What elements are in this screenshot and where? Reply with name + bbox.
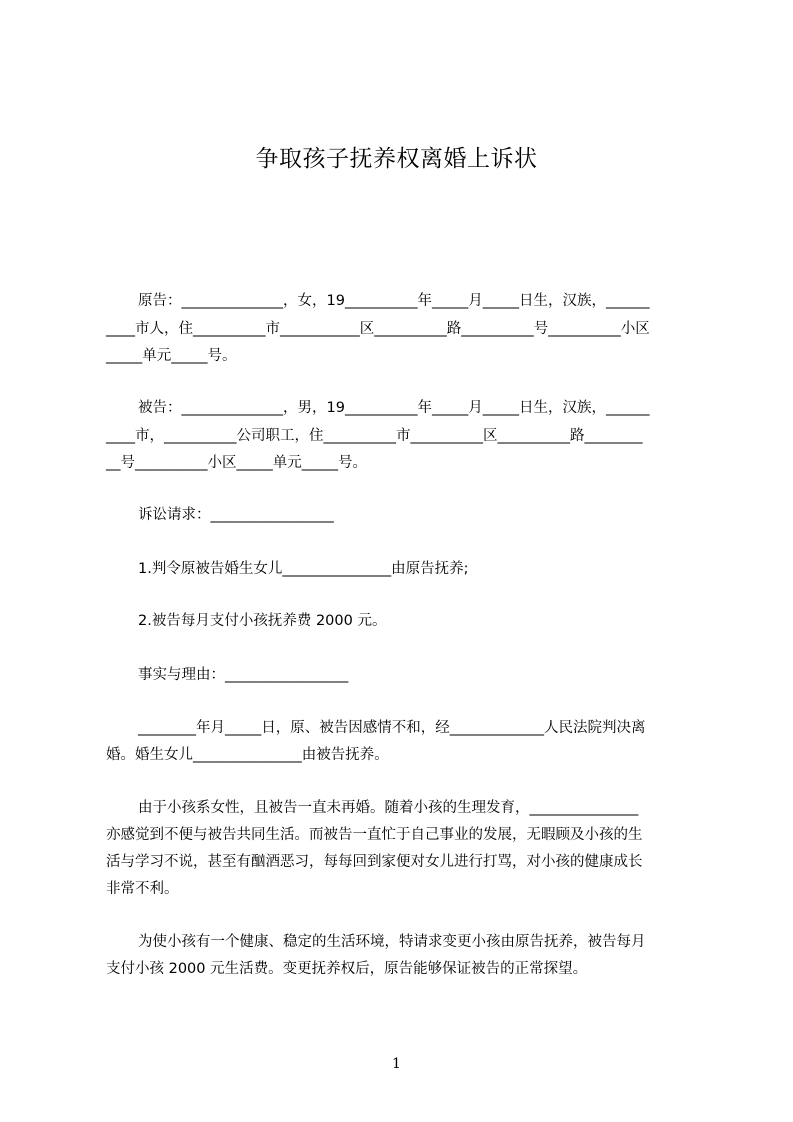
facts-paragraph-3-line-2: 支付小孩 2000 元生活费。变更抚养权后，原告能够保证被告的正常探望。	[106, 961, 588, 977]
facts-paragraph-1-line-1: ________年月_____日，原、被告因感情不和，经_____________人民法院判决离	[138, 720, 646, 736]
page-number: 1	[392, 1056, 401, 1072]
facts-paragraph-2-line-4: 非常不利。	[106, 881, 179, 897]
plaintiff-line-3: _____单元_____号。	[106, 348, 237, 364]
facts-paragraph-3-line-1: 为使小孩有一个健康、稳定的生活环境，特请求变更小孩由原告抚养，被告每月	[138, 934, 646, 950]
facts-label: 事实与理由：_________________	[138, 667, 349, 683]
defendant-line-3: __号__________小区_____单元_____号。	[106, 455, 367, 471]
claim-2: 2.被告每月支付小孩抚养费 2000 元。	[138, 613, 387, 629]
facts-paragraph-2-line-1: 由于小孩系女性，且被告一直未再婚。随着小孩的生理发育，_______________	[138, 800, 639, 816]
claims-label: 诉讼请求：_________________	[138, 507, 334, 523]
defendant-line-1: 被告：______________，男，19__________年_____月_____日生，汉族，______	[138, 400, 650, 416]
plaintiff-line-1: 原告：______________，女，19__________年_____月_____日生，汉族，______	[138, 293, 650, 309]
facts-paragraph-2-line-2: 亦感觉到不便与被告共同生活。而被告一直忙于自己事业的发展，无暇顾及小孩的生	[106, 827, 643, 843]
facts-paragraph-2-line-3: 活与学习不说，甚至有酗酒恶习，每每回到家便对女儿进行打骂，对小孩的健康成长	[106, 854, 643, 870]
document-title: 争取孩子抚养权离婚上诉状	[255, 146, 538, 172]
defendant-line-2: ____市，__________公司职工，住__________市__________区__________路________	[106, 428, 643, 444]
claim-1: 1.判令原被告婚生女儿_______________由原告抚养;	[138, 561, 469, 577]
plaintiff-line-2: ____市人，住__________市___________区__________路__________号__________小区	[106, 321, 650, 337]
facts-paragraph-1-line-2: 婚。婚生女儿_______________由被告抚养。	[106, 747, 389, 763]
